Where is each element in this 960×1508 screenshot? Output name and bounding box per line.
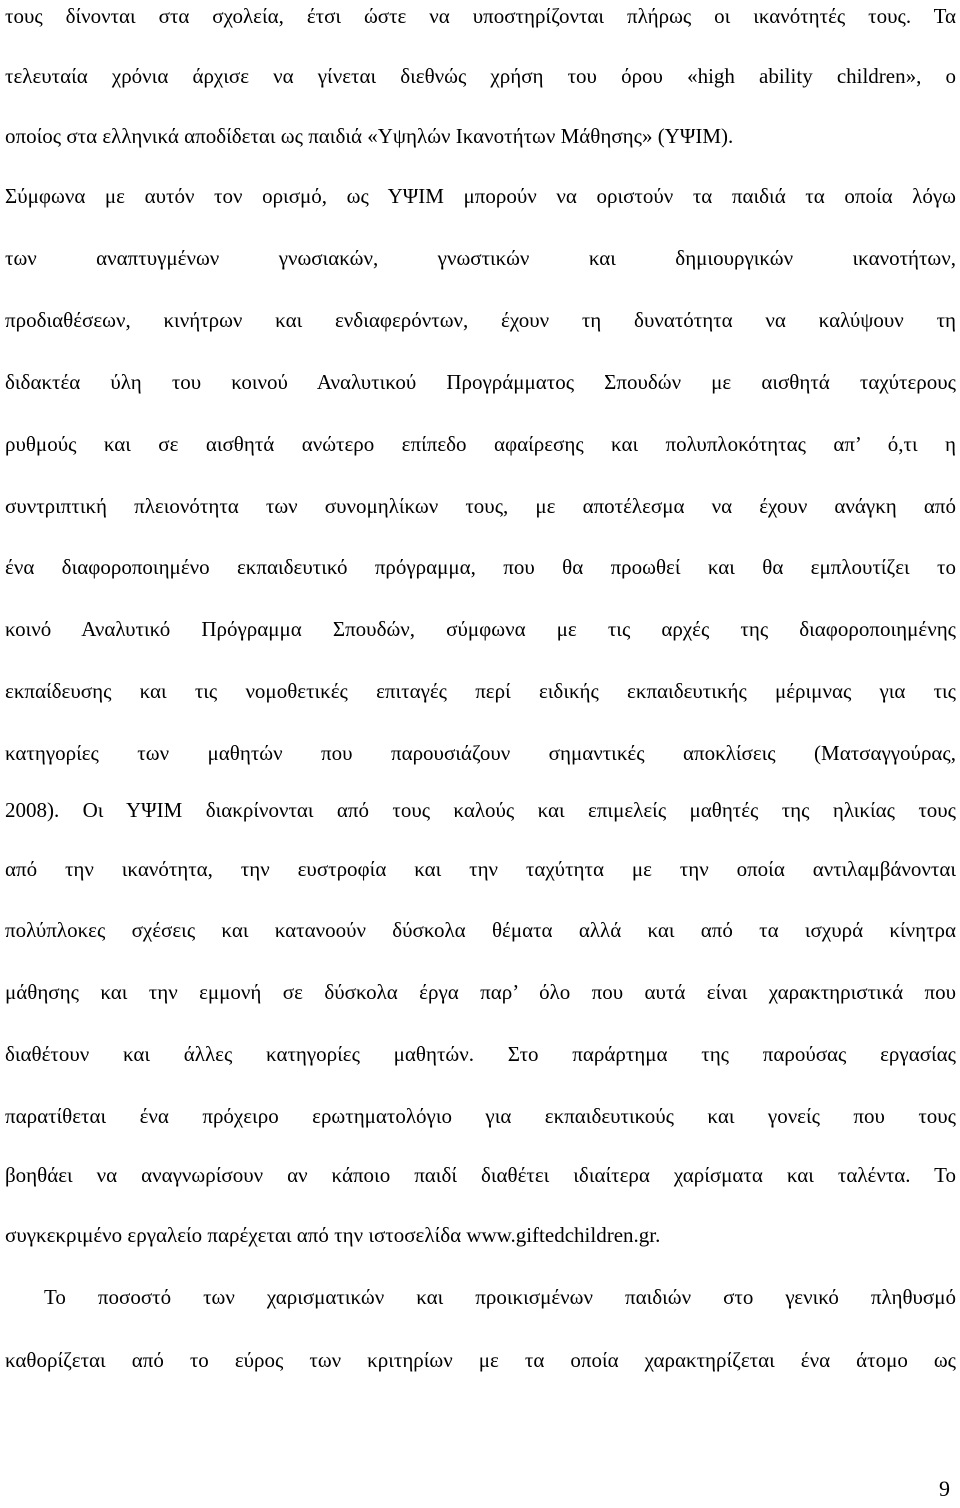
text-line: ρυθμούς και σε αισθητά ανώτερο επίπεδο αφαίρεσης και πολυπλοκότητας απ’ ό,τι η [5,432,956,456]
text-line: καθορίζεται από το εύρος των κριτηρίων με τα οποία χαρακτηρίζεται ένα άτομο ως [5,1348,956,1372]
text-line: μάθησης και την εμμονή σε δύσκολα έργα παρ’ όλο που αυτά είναι χαρακτηριστικά που [5,980,956,1004]
text-line: ένα διαφοροποιημένο εκπαιδευτικό πρόγραμμα, που θα προωθεί και θα εμπλουτίζει το [5,555,956,579]
text-line: προδιαθέσεων, κινήτρων και ενδιαφερόντων, έχουν τη δυνατότητα να καλύψουν τη [5,308,956,332]
text-line: τελευταία χρόνια άρχισε να γίνεται διεθνώς χρήση του όρου «high ability children», ο [5,64,956,88]
text-line: διδακτέα ύλη του κοινού Αναλυτικού Προγράμματος Σπουδών με αισθητά ταχύτερους [5,370,956,394]
text-line: οποίος στα ελληνικά αποδίδεται ως παιδιά «Υψηλών Ικανοτήτων Μάθησης» (ΥΨΙΜ). [5,124,734,148]
text-line: 2008). Οι ΥΨΙΜ διακρίνονται από τους καλούς και επιμελείς μαθητές της ηλικίας τους [5,798,956,822]
text-line: τους δίνονται στα σχολεία, έτσι ώστε να υποστηρίζονται πλήρως οι ικανότητές τους. Τα [5,4,956,28]
text-line: των αναπτυγμένων γνωσιακών, γνωστικών και δημιουργικών ικανοτήτων, [5,246,956,270]
text-line: Σύμφωνα με αυτόν τον ορισμό, ως ΥΨΙΜ μπορούν να οριστούν τα παιδιά τα οποία λόγω [5,184,956,208]
text-line: συγκεκριμένο εργαλείο παρέχεται από την ιστοσελίδα www.giftedchildren.gr. [5,1223,661,1247]
text-line: βοηθάει να αναγνωρίσουν αν κάποιο παιδί διαθέτει ιδιαίτερα χαρίσματα και ταλέντα. Το [5,1163,956,1187]
text-line: συντριπτική πλειονότητα των συνομηλίκων τους, με αποτέλεσμα να έχουν ανάγκη από [5,494,956,518]
text-line: παρατίθεται ένα πρόχειρο ερωτηματολόγιο για εκπαιδευτικούς και γονείς που τους [5,1104,956,1128]
page-number: 9 [939,1476,950,1501]
text-line: κοινό Αναλυτικό Πρόγραμμα Σπουδών, σύμφωνα με τις αρχές της διαφοροποιημένης [5,617,956,641]
text-line: εκπαίδευσης και τις νομοθετικές επιταγές περί ειδικής εκπαιδευτικής μέριμνας για τις [5,679,956,703]
text-line: διαθέτουν και άλλες κατηγορίες μαθητών. Στο παράρτημα της παρούσας εργασίας [5,1042,956,1066]
text-line: κατηγορίες των μαθητών που παρουσιάζουν σημαντικές αποκλίσεις (Ματσαγγούρας, [5,741,956,765]
text-line: πολύπλοκες σχέσεις και κατανοούν δύσκολα θέματα αλλά και από τα ισχυρά κίνητρα [5,918,956,942]
text-line: Το ποσοστό των χαρισματικών και προικισμένων παιδιών στο γενικό πληθυσμό [44,1285,956,1309]
text-line: από την ικανότητα, την ευστροφία και την ταχύτητα με την οποία αντιλαμβάνονται [5,857,956,881]
